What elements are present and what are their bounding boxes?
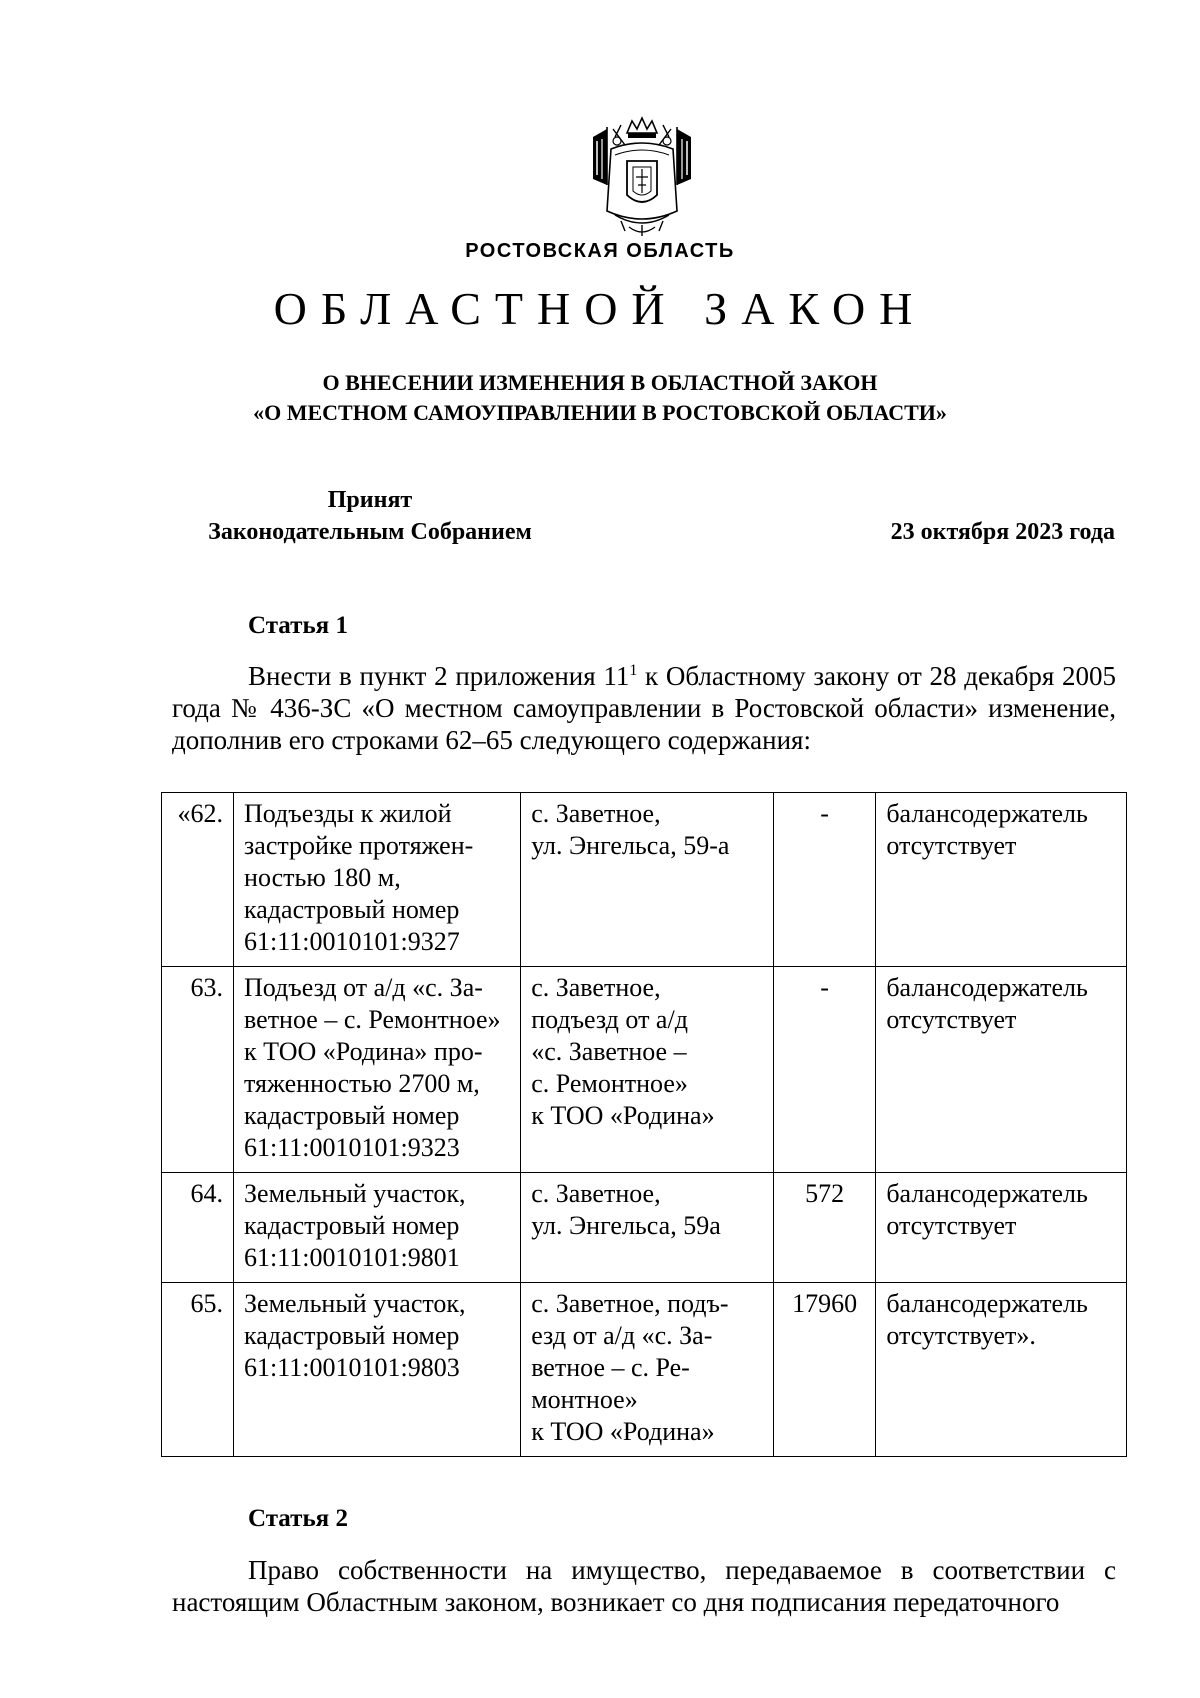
object-address: с. Заветное, ул. Энгельса, 59-а <box>521 793 774 967</box>
article-1-text-part1: Внести в пункт 2 приложения 11 <box>248 661 630 691</box>
object-name: Подъезды к жилой застройке протяжен- ностью 180 м, кадастровый номер 61:11:0010101:9327 <box>234 793 521 967</box>
table-row <box>162 793 1127 967</box>
adoption-line-1: Принят <box>327 487 413 513</box>
law-subject <box>0 368 1200 428</box>
object-value: 17960 <box>773 1283 875 1457</box>
row-number: 63. <box>162 967 234 1173</box>
subject-line-2: «О МЕСТНОМ САМОУПРАВЛЕНИИ В РОСТОВСКОЙ ОБЛАСТИ» <box>253 400 947 425</box>
coat-of-arms-icon <box>585 115 699 240</box>
article-1-text <box>172 660 1116 756</box>
adoption-date: 23 октября 2023 года <box>890 519 1115 545</box>
object-address: с. Заветное, подъезд от а/д «с. Заветное – с. Ремонтное» к ТОО «Родина» <box>521 967 774 1173</box>
object-value: - <box>773 793 875 967</box>
object-address: с. Заветное, ул. Энгельса, 59а <box>521 1173 774 1283</box>
table-row <box>162 1283 1127 1457</box>
object-address: с. Заветное, подъ- езд от а/д «с. За- ветное – с. Ре- монтное» к ТОО «Родина» <box>521 1283 774 1457</box>
article-2-title: Статья 2 <box>248 1505 348 1532</box>
object-holder: балансодержатель отсутствует». <box>876 1283 1127 1457</box>
article-1-text-part2: к Областному закону от 28 декабря 2005 года № 436-ЗС «О местном самоуправлении в Ростовской области» изменение, дополнив его строками 62–65 следующего содержания: <box>172 661 1116 755</box>
object-name: Земельный участок, кадастровый номер 61:11:0010101:9801 <box>234 1173 521 1283</box>
row-number: 64. <box>162 1173 234 1283</box>
object-holder: балансодержатель отсутствует <box>876 1173 1127 1283</box>
object-value: 572 <box>773 1173 875 1283</box>
adoption-block <box>170 484 570 548</box>
table-row <box>162 967 1127 1173</box>
row-number: «62. <box>162 793 234 967</box>
row-number: 65. <box>162 1283 234 1457</box>
article-1-superscript: 1 <box>629 662 638 679</box>
region-name: РОСТОВСКАЯ ОБЛАСТЬ <box>465 240 735 262</box>
article-2-text: Право собственности на имущество, передаваемое в соответствии с настоящим Областным законом, возникает со дня подписания передаточного <box>172 1555 1116 1617</box>
table-row <box>162 1173 1127 1283</box>
object-holder: балансодержатель отсутствует <box>876 967 1127 1173</box>
object-holder: балансодержатель отсутствует <box>876 793 1127 967</box>
object-name: Земельный участок, кадастровый номер 61:11:0010101:9803 <box>234 1283 521 1457</box>
object-value: - <box>773 967 875 1173</box>
article-1-title: Статья 1 <box>248 612 348 639</box>
document-type: ОБЛАСТНОЙ ЗАКОН <box>273 283 927 334</box>
objects-table <box>161 792 1127 1457</box>
adoption-line-2: Законодательным Собранием <box>208 519 532 545</box>
subject-line-1: О ВНЕСЕНИИ ИЗМЕНЕНИЯ В ОБЛАСТНОЙ ЗАКОН <box>322 370 878 395</box>
object-name: Подъезд от а/д «с. За- ветное – с. Ремонтное» к ТОО «Родина» про- тяженностью 2700 м, кадастровый номер 61:11:0010101:9323 <box>234 967 521 1173</box>
